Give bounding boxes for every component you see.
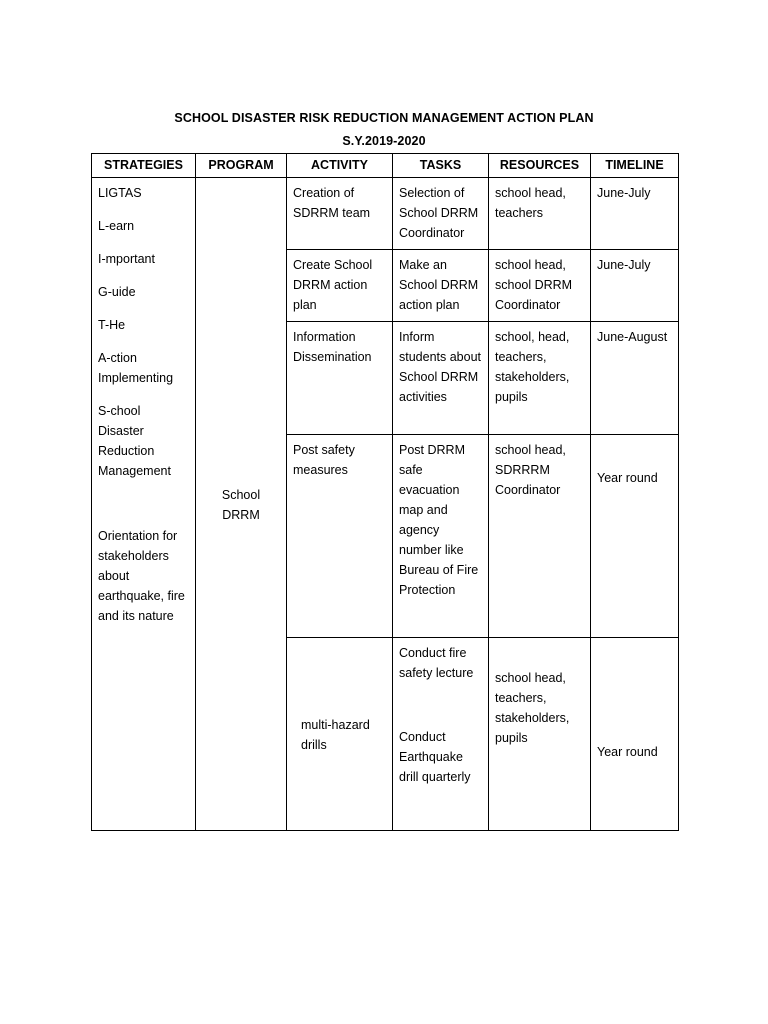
activity-cell: Post safety measures	[287, 435, 393, 638]
table-row	[92, 178, 679, 250]
timeline-cell: June-July	[591, 250, 679, 322]
activity-cell: Creation of SDRRM team	[287, 178, 393, 250]
strategy-item: I-mportant	[98, 252, 155, 266]
strategy-item: A-ction Implementing	[98, 351, 174, 385]
resources-cell: school, head, teachers, stakeholders, pupils	[489, 322, 591, 435]
school-year: S.Y.2019-2020	[342, 134, 426, 148]
strategy-orientation: Orientation for stakeholders about earthquake, fire and its nature	[98, 529, 185, 623]
tasks-cell: Inform students about School DRRM activities	[393, 322, 489, 435]
table-header-row	[92, 154, 679, 178]
tasks-cell: Selection of School DRRM Coordinator	[393, 178, 489, 250]
strategy-item: G-uide	[98, 285, 136, 299]
header-tasks: TASKS	[393, 154, 489, 178]
tasks-cell	[393, 638, 489, 831]
strategy-acronym: LIGTAS	[98, 186, 142, 200]
document-title: SCHOOL DISASTER RISK REDUCTION MANAGEMENT ACTION PLAN	[174, 111, 594, 125]
program-cell: School DRRM	[196, 178, 287, 831]
activity-cell: Information Dissemination	[287, 322, 393, 435]
strategy-item: S-chool Disaster Reduction Management	[98, 404, 171, 478]
activity-cell: multi-hazard drills	[287, 638, 393, 831]
task-item: Conduct Earthquake drill quarterly	[399, 730, 471, 784]
timeline-cell: June-August	[591, 322, 679, 435]
activity-cell: Create School DRRM action plan	[287, 250, 393, 322]
resources-cell: school head, teachers	[489, 178, 591, 250]
header-timeline: TIMELINE	[591, 154, 679, 178]
tasks-cell: Post DRRM safe evacuation map and agency number like Bureau of Fire Protection	[393, 435, 489, 638]
timeline-cell: Year round	[591, 638, 679, 831]
tasks-cell: Make an School DRRM action plan	[393, 250, 489, 322]
timeline-cell: June-July	[591, 178, 679, 250]
task-item: Conduct fire safety lecture	[399, 646, 474, 680]
timeline-cell: Year round	[591, 435, 679, 638]
header-resources: RESOURCES	[489, 154, 591, 178]
strategy-item: T-He	[98, 318, 126, 332]
strategy-item: L-earn	[98, 219, 135, 233]
resources-cell: school head, SDRRRM Coordinator	[489, 435, 591, 638]
header-activity: ACTIVITY	[287, 154, 393, 178]
header-program: PROGRAM	[196, 154, 287, 178]
resources-cell: school head, school DRRM Coordinator	[489, 250, 591, 322]
action-plan-table	[91, 153, 679, 831]
resources-cell: school head, teachers, stakeholders, pupils	[489, 638, 591, 831]
strategies-cell	[92, 178, 196, 831]
header-strategies: STRATEGIES	[92, 154, 196, 178]
